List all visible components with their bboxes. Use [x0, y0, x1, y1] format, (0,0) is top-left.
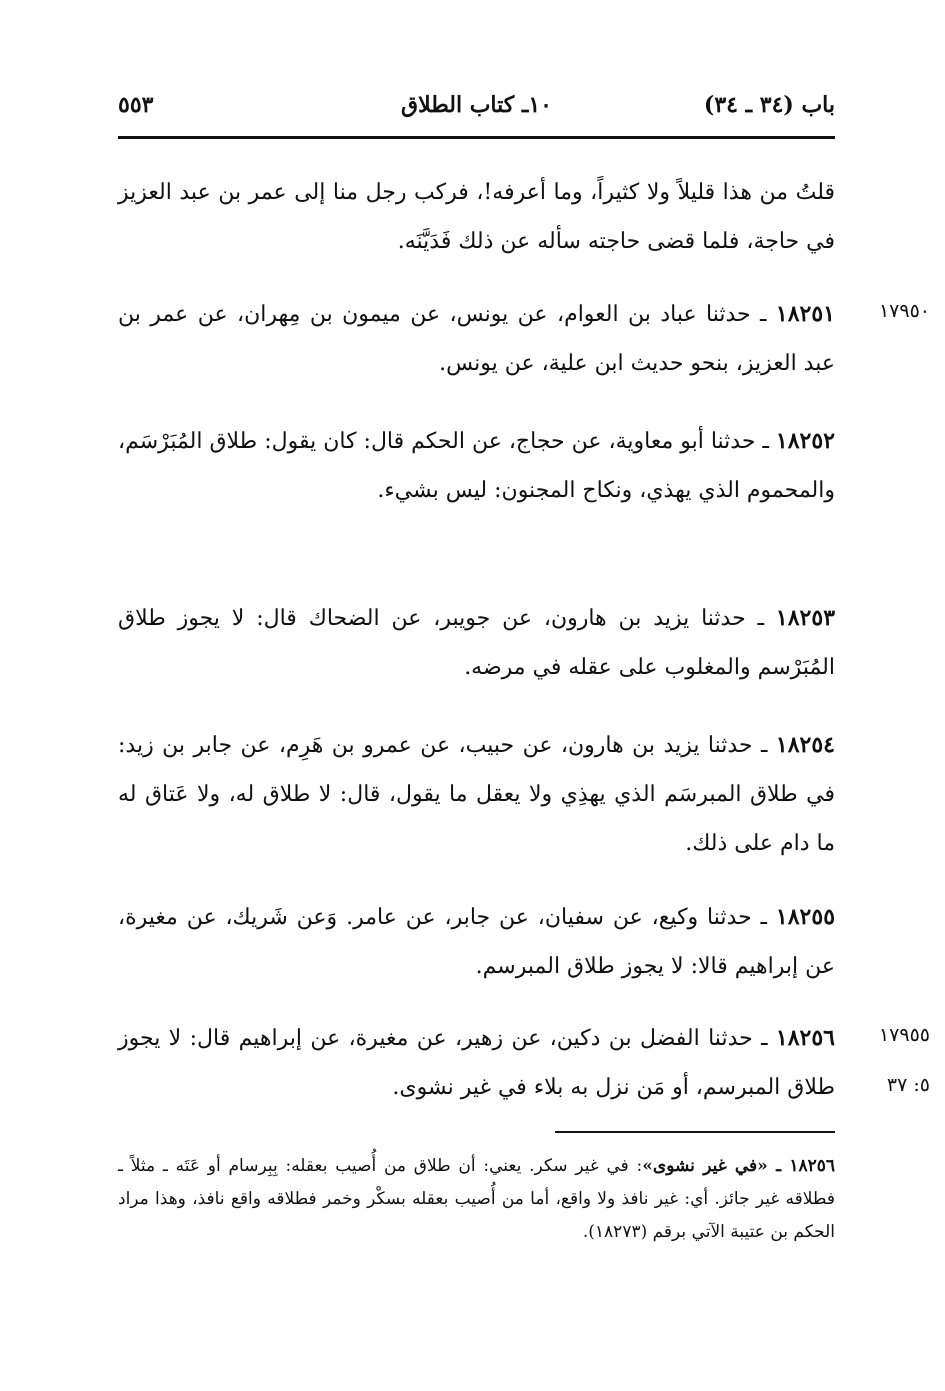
paragraph-continuation — [118, 168, 835, 266]
margin-ref-volume: ٥: ٣٧ — [886, 1074, 930, 1096]
hadith-18251 — [118, 290, 835, 388]
hadith-text: ـ حدثنا وكيع، عن سفيان، عن جابر، عن عامر. وَعن شَريك، عن مغيرة، عن إبراهيم قالا: لا يجوز طلاق المبرسم. — [118, 905, 835, 979]
hadith-18254 — [118, 721, 835, 868]
book-title: ١٠ـ كتاب الطلاق — [401, 92, 552, 118]
hadith-text: ـ حدثنا أبو معاوية، عن حجاج، عن الحكم قال: كان يقول: طلاق المُبَرْسَم، والمحموم الذي يهذي، ونكاح المجنون: ليس بشيء. — [118, 429, 835, 503]
hadith-18252 — [118, 417, 835, 515]
hadith-number: ١٨٢٥٢ — [775, 428, 835, 454]
hadith-text: ـ حدثنا يزيد بن هارون، عن جويبر، عن الضحاك قال: لا يجوز طلاق المُبَرْسم والمغلوب على عقله في مرضه. — [118, 606, 835, 680]
footnote-rule — [555, 1131, 835, 1133]
margin-ref-number: ١٧٩٥٥ — [878, 1024, 930, 1046]
hadith-number: ١٨٢٥٣ — [775, 605, 836, 631]
hadith-18253 — [118, 594, 835, 692]
hadith-18256 — [118, 1014, 835, 1112]
page-header — [118, 86, 835, 132]
hadith-18255 — [118, 893, 835, 991]
chapter-heading: باب (٣٤ ـ ٣٤) — [703, 92, 835, 118]
margin-ref-number: ١٧٩٥٠ — [878, 300, 930, 322]
hadith-text: ـ حدثنا الفضل بن دكين، عن زهير، عن مغيرة، عن إبراهيم قال: لا يجوز طلاق المبرسم، أو مَن نزل به بلاء في غير نشوى. — [118, 1026, 835, 1100]
hadith-number: ١٨٢٥٦ — [775, 1025, 835, 1051]
page-number: ٥٥٣ — [118, 92, 154, 118]
hadith-number: ١٨٢٥٤ — [775, 732, 835, 758]
hadith-number: ١٨٢٥٥ — [775, 904, 836, 930]
hadith-number: ١٨٢٥١ — [775, 301, 835, 327]
footnote — [118, 1150, 835, 1249]
footnote-head: ١٨٢٥٦ ـ «في غير نشوى» — [642, 1156, 835, 1176]
paragraph-text: قلتُ من هذا قليلاً ولا كثيراً، وما أعرفه!، فركب رجل منا إلى عمر بن عبد العزيز في حاجة، فلما قضى حاجته سأله عن ذلك فَدَيَّنَه. — [118, 180, 835, 254]
hadith-text: ـ حدثنا عباد بن العوام، عن يونس، عن ميمون بن مِهران، عن عمر بن عبد العزيز، بنحو حديث ابن علية، عن يونس. — [118, 302, 835, 376]
hadith-text: ـ حدثنا يزيد بن هارون، عن حبيب، عن عمرو بن هَرِم، عن جابر بن زيد: في طلاق المبرسَم الذي يهذِي ولا يعقل ما يقول، قال: لا طلاق له، ولا عَتاق له ما دام على ذلك. — [118, 733, 835, 856]
header-rule — [118, 136, 835, 139]
footnote-text: : في غير سكر. يعني: أن طلاق من أُصيب بعقله: بِبِرسام أو عَتَه ـ مثلاً ـ فطلاقه غير جائز. أي: غير نافذ ولا واقع، أما من أُصيب بعقله بسكْر وخمر فطلاقه واقع نافذ، وهذا مراد الحكم بن عتيبة الآتي برقم (١٨٢٧٣). — [118, 1156, 835, 1242]
